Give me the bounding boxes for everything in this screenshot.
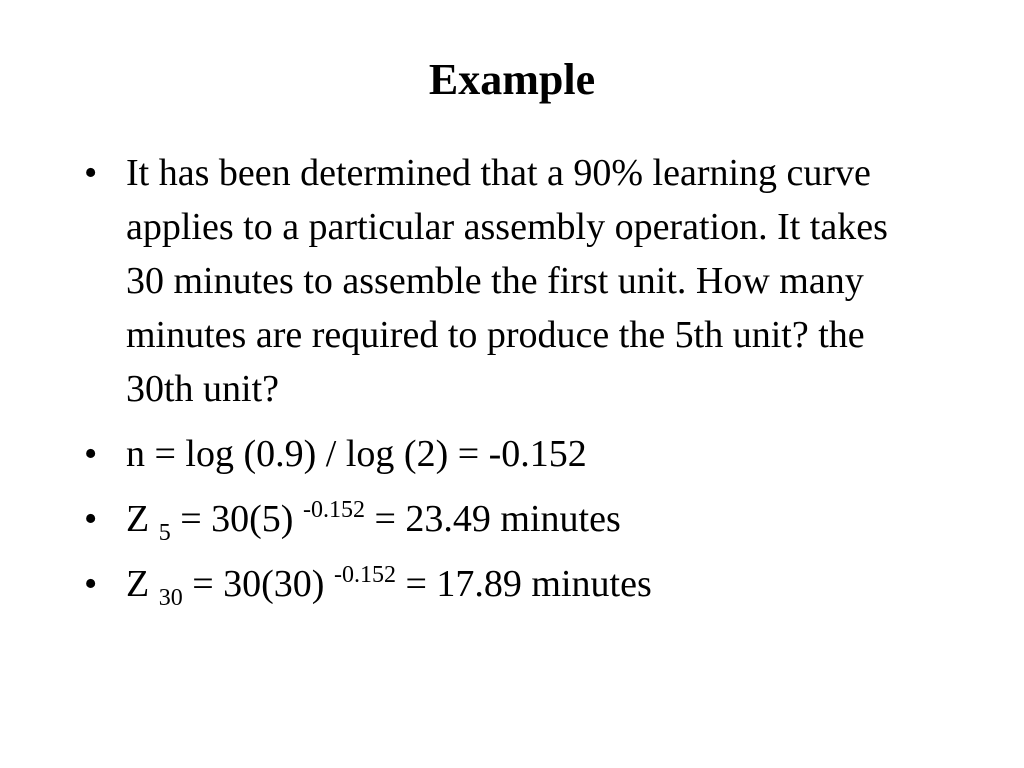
bullet-dot-icon: • [84,498,98,540]
bullet-z5-result [84,492,924,546]
exponent-formula-text: n = log (0.9) / log (2) = -0.152 [126,433,587,475]
z30-superscript: -0.152 [333,562,396,588]
z30-variable: Z [126,563,159,605]
z30-subscript: 30 [158,585,183,611]
z5-expression: = 30(5) [170,498,303,540]
z5-superscript: -0.152 [302,497,365,523]
bullet-dot-icon: • [84,433,98,475]
bullet-problem-statement [84,146,924,416]
z5-subscript: 5 [158,520,171,546]
slide-title: Example [428,55,596,104]
bullet-z30-result [84,557,924,611]
z5-variable: Z [126,498,159,540]
z30-answer: = 17.89 minutes [395,563,652,605]
bullet-list [84,146,924,622]
bullet-dot-icon: • [84,563,98,605]
bullet-exponent-formula [84,427,924,481]
z5-answer: = 23.49 minutes [364,498,621,540]
bullet-dot-icon: • [84,152,98,194]
problem-statement-text: It has been determined that a 90% learning curve applies to a particular assembly operation. It takes 30 minutes to assemble the first unit. How many minutes are required to produce the 5th unit? the 30th unit? [126,152,888,410]
z30-expression: = 30(30) [182,563,334,605]
